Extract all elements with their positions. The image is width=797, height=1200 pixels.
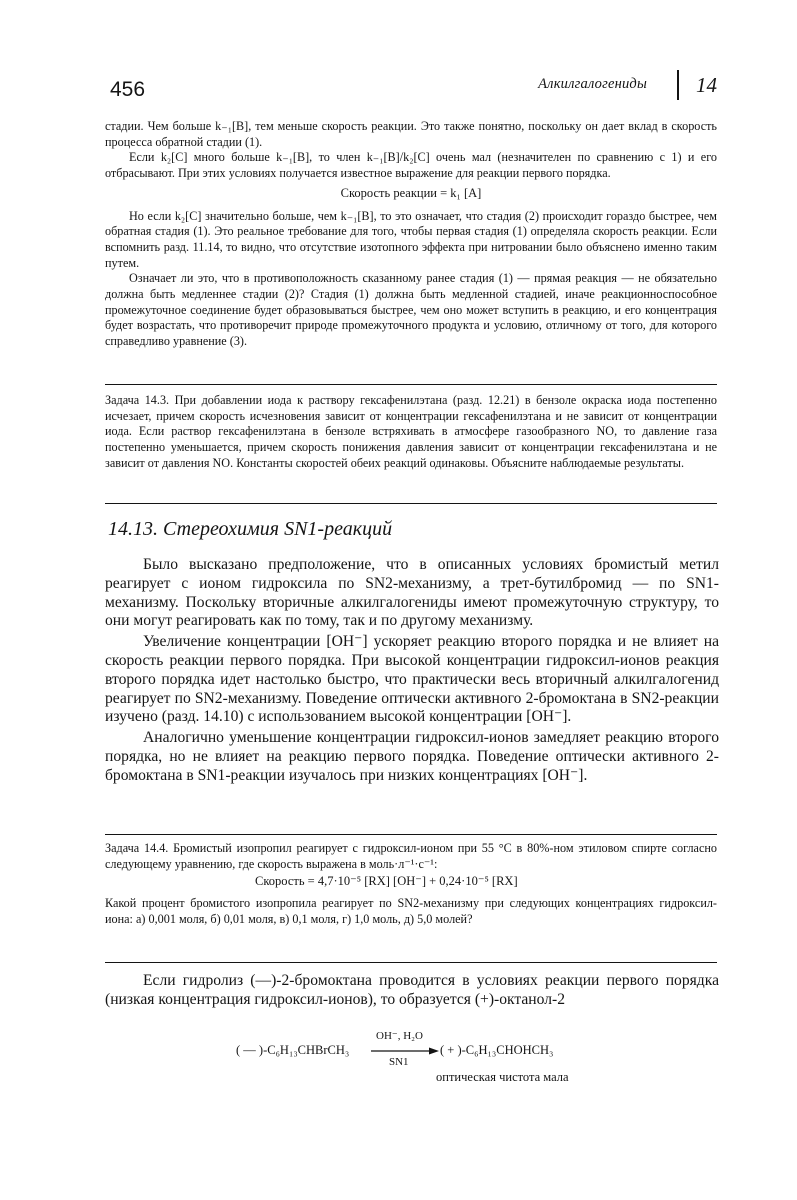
- top-text-block: [105, 119, 717, 350]
- paragraph: Означает ли это, что в противоположность сказанному ранее стадия (1) — прямая реакция — не обязательно должна быть медленнее стадии (2)? Стадия (1) должна быть медленной стадией, иначе реакционноспособное промежуточное соединение будет образовываться быстрее, чем оно может вступить в реакцию, и его концентрация будет возрастать, что противоречит природе промежуточного продукта и условию, отличному от того, для которого справедливо уравнение (3).: [105, 271, 717, 349]
- problem-14-3: [105, 393, 717, 472]
- paragraph: Если гидролиз (—)-2-бромоктана проводится в условиях реакции первого порядка (низкая концентрация гидроксил-ионов), то образуется (+)-октанол-2: [105, 972, 719, 1008]
- section-title: 14.13. Стереохимия SN1-реакций: [108, 518, 393, 540]
- divider: [105, 962, 717, 963]
- reaction-mechanism: SN1: [389, 1056, 409, 1068]
- divider: [105, 384, 717, 385]
- rate-equation: Скорость = 4,7·10⁻⁵ [RX] [OH⁻] + 0,24·10⁻⁵ [RX]: [255, 874, 518, 889]
- paragraph: Но если k₂[C] значительно больше, чем k₋₁[B], то это означает, что стадия (2) происходит гораздо быстрее, чем обратная стадия (1). Это реальное требование для того, чтобы первая стадия (1) определяла скорость реакции. Если вспомнить разд. 11.14, то видно, что отсутствие изотопного эффекта при нитровании было объяснено именно таким путем.: [105, 208, 717, 270]
- divider: [105, 834, 717, 835]
- reaction-scheme: [236, 1030, 616, 1086]
- paragraph: Аналогично уменьшение концентрации гидроксил-ионов замедляет реакцию второго порядка, но не влияет на реакцию первого порядка. Поведение оптически активного 2-бромоктана в SN1-реакции изучалось при низких концентрациях [OH⁻].: [105, 729, 719, 784]
- reactant: ( — )-C₆H₁₃CHBrCH₃: [236, 1043, 350, 1057]
- section-body: [105, 556, 719, 788]
- reaction-conditions: OH⁻, H₂O: [376, 1030, 423, 1042]
- reaction-note: оптическая чистота мала: [436, 1070, 569, 1084]
- problem-14-4: [105, 841, 717, 928]
- reaction-arrow-icon: [371, 1046, 439, 1056]
- paragraph: Увеличение концентрации [OH⁻] ускоряет реакцию второго порядка и не влияет на скорость реакции первого порядка. При высокой концентрации гидроксил-ионов реакция второго порядка идет настолько быстро, что практически весь вторичный алкилгалогенид реагирует по SN2-механизму. Поведение оптически активного 2-бромоктана в SN2-реакции изучено (разд. 14.10) с использованием высокой концентрации [OH⁻].: [105, 633, 719, 726]
- rate-formula: Скорость реакции = k₁ [A]: [340, 185, 482, 200]
- problem-text: Задача 14.3. При добавлении иода к раствору гексафенилэтана (разд. 12.21) в бензоле окраска иода постепенно исчезает, причем скорость исчезновения зависит от концентрации гексафенилэтана и не зависит от концентрации иода. Если раствор гексафенилэтана в бензоле встряхивать в атмосфере газообразного NO, то давление газа постепенно уменьшается, причем скорость понижения давления зависит от концентрации гексафенилэтана и не зависит от давления NO. Константы скоростей обеих реакций одинаковы. Объясните наблюдаемые результаты.: [105, 393, 717, 470]
- divider: [105, 503, 717, 504]
- problem-text: Задача 14.4. Бромистый изопропил реагирует с гидроксил-ионом при 55 °C в 80%-ном этиловом спирте согласно следующему уравнению, где скорость выражена в моль·л⁻¹·с⁻¹:: [105, 841, 717, 871]
- page-number: 456: [110, 78, 146, 101]
- running-head: Алкилгалогениды: [538, 76, 647, 92]
- paragraph: Было высказано предположение, что в описанных условиях бромистый метил реагирует с ионом гидроксила по SN2-механизму, а трет-бутилбромид — по SN1-механизму. Поскольку вторичные алкилгалогениды имеют промежуточную структуру, то они могут реагировать как по тому, так и по другому механизму.: [105, 556, 719, 630]
- header-divider: [677, 70, 679, 100]
- chapter-number: 14: [696, 73, 717, 97]
- closing-text: [105, 972, 719, 1012]
- paragraph: стадии. Чем больше k₋₁[B], тем меньше скорость реакции. Это также понятно, поскольку он дает вклад в скорость процесса обратной стадии (1).: [105, 119, 717, 149]
- product: ( + )-C₆H₁₃CHOHCH₃: [440, 1043, 554, 1057]
- problem-question: Какой процент бромистого изопропила реагирует по SN2-механизму при следующих концентрациях гидроксил-иона: а) 0,001 моля, б) 0,01 моля, в) 0,1 моля, г) 1,0 моль, д) 5,0 молей?: [105, 896, 717, 926]
- paragraph: Если k₂[C] много больше k₋₁[B], то член k₋₁[B]/k₂[C] очень мал (незначителен по сравнению с 1) и его отбрасывают. При этих условиях получается известное выражение для реакции первого порядка.: [105, 150, 717, 181]
